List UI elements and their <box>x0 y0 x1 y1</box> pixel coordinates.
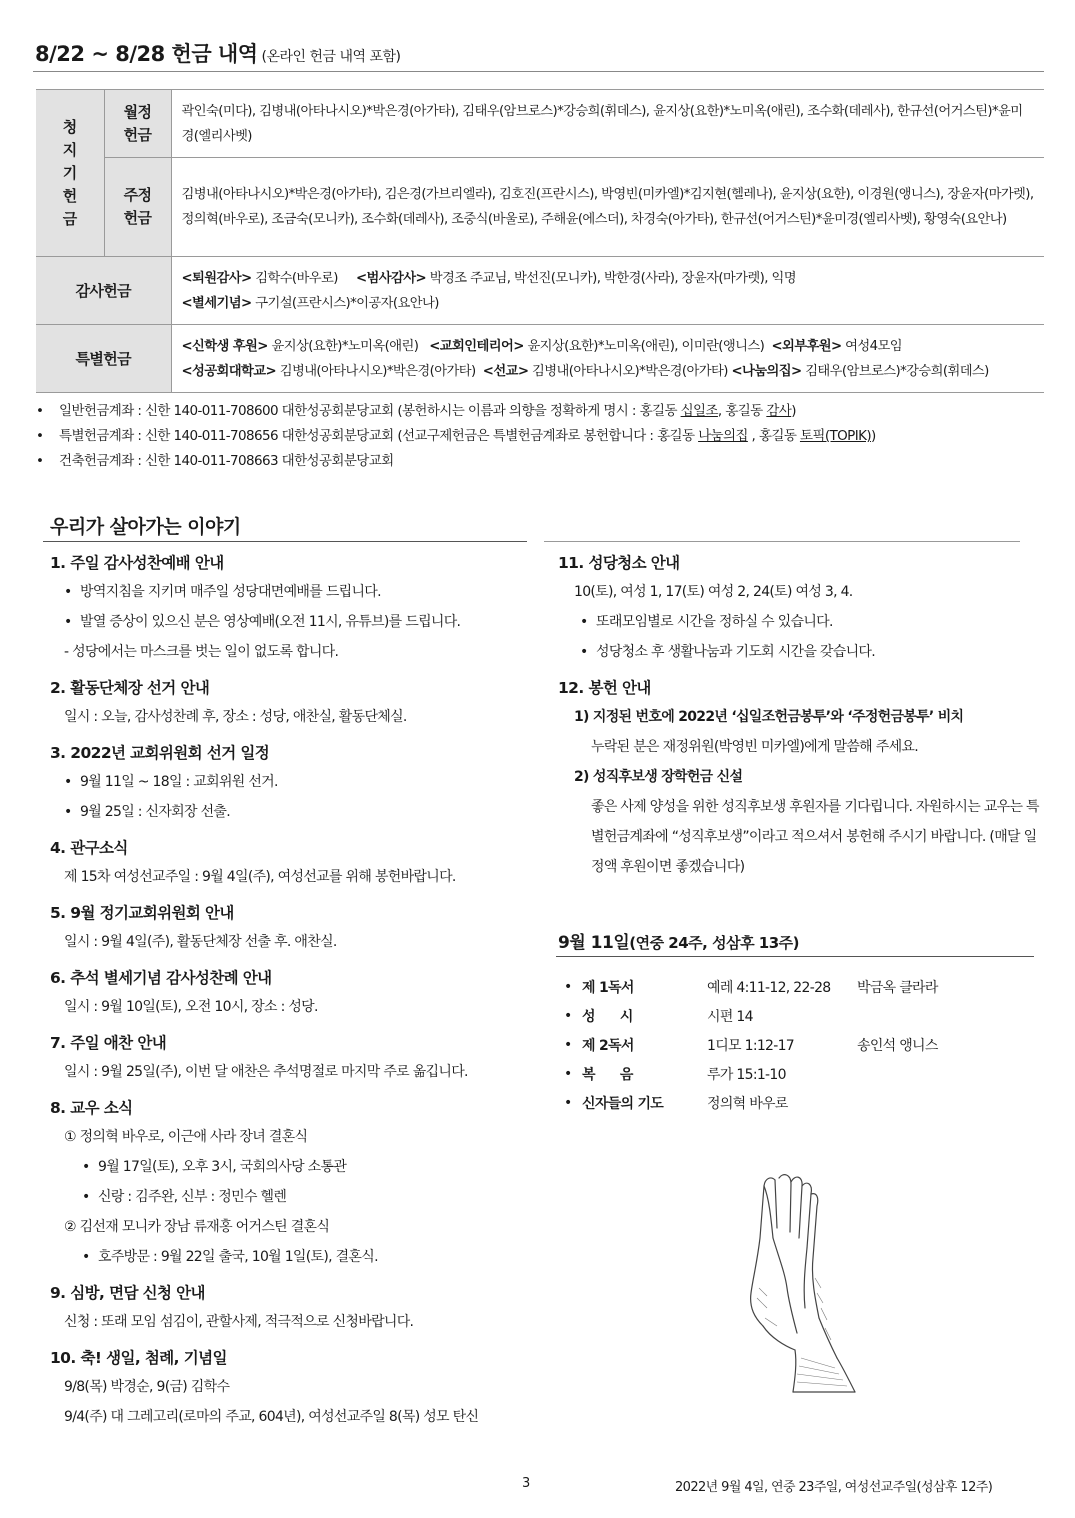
footer-info: 2022년 9월 4일, 연중 23주일, 여성선교주일(성삼후 12주) <box>675 1480 993 1495</box>
offering-table <box>36 89 1044 393</box>
news-item: 10. 축! 생일, 첨례, 기념일 9/8(목) 박경순, 9(금) 김학수 9/4(주) 대 그레고리(로마의 주교, 604년), 여성선교주일 8(목) 성모 탄신 <box>50 1345 530 1432</box>
reading-row: • 복 음 루가 15:1-10 <box>564 1065 786 1083</box>
news-title: 8. 교우 소식 <box>50 1099 133 1117</box>
news-item: 12. 봉헌 안내 1) 지정된 번호에 2022년 ‘십일조헌금봉투’와 ‘주정헌금봉투’ 비치 누락된 분은 재정위원(박영빈 미카엘)에게 말씀해 주세요. 2) 성직후보생 장학헌금 신설 좋은 사제 양성을 위한 성직후보생 후원자를 기다립니다. 자원하시는 교우는 특별헌금계좌에 “성직후보생”이라고 적으셔서 봉헌해 주시기 바랍니다. (매달 일정액 후원이면 좋겠습니다) <box>558 675 1048 882</box>
divider <box>43 541 527 542</box>
news-item: 4. 관구소식 제 15차 여성선교주일 : 9월 4일(주), 여성선교를 위해 봉헌바랍니다. <box>50 835 530 892</box>
reading-row: • 신자들의 기도 정의혁 바우로 <box>564 1094 788 1112</box>
news-title: 11. 성당청소 안내 <box>558 554 680 572</box>
news-item: 6. 추석 별세기념 감사성찬례 안내 일시 : 9월 10일(토), 오전 10시, 장소 : 성당. <box>50 965 530 1022</box>
news-right-column <box>558 550 1048 882</box>
special-offering-header: 특별헌금 <box>36 325 171 393</box>
news-title: 2. 활동단체장 선거 안내 <box>50 679 210 697</box>
divider <box>556 956 1034 957</box>
thanks-offering-header: 감사헌금 <box>36 257 171 325</box>
news-item: 5. 9월 정기교회위원회 안내 일시 : 9월 4일(주), 활동단체장 선출 후. 애찬실. <box>50 900 530 957</box>
monthly-offering-header: 월정헌금 <box>104 90 171 158</box>
news-item: 11. 성당청소 안내 10(토), 여성 1, 17(토) 여성 2, 24(토) 여성 3, 4. • 또래모임별로 시간을 정하실 수 있습니다. • 성당청소 후 생활나눔과 기도회 시간을 갖습니다. <box>558 550 1048 667</box>
news-title: 1. 주일 감사성찬예배 안내 <box>50 554 224 572</box>
weekly-offering-names: 김병내(아타나시오)*박은경(아가타), 김은경(가브리엘라), 김호진(프란시스), 박영빈(미카엘)*김지현(헬레나), 윤지상(요한), 이경원(앵니스), 장윤자(마가렛), 정의혁(바우로), 조금숙(모니카), 조수화(데레사), 조중식(바울로), 주해윤(에스더), 차경숙(아가타), 한규선(어거스틴)*윤미경(엘리사벳), 황영숙(요안나) <box>171 158 1044 257</box>
news-item: 2. 활동단체장 선거 안내 일시 : 오늘, 감사성찬례 후, 장소 : 성당, 애찬실, 활동단체실. <box>50 675 530 732</box>
sunday-title: 9월 11일(연중 24주, 성삼후 13주) <box>558 933 800 953</box>
reading-row: • 제 1독서 예레 4:11-12, 22-28 박금옥 클라라 <box>564 978 938 996</box>
page-subtitle: (온라인 헌금 내역 포함) <box>261 49 401 65</box>
page-number: 3 <box>522 1476 531 1491</box>
news-item: 8. 교우 소식 ① 정의혁 바우로, 이근애 사라 장녀 결혼식 • 9월 17일(토), 오후 3시, 국회의사당 소통관 • 신랑 : 김주완, 신부 : 정민수 헬렌 ② 김선재 모니카 장남 류재홍 어거스틴 결혼식 • 호주방문 : 9월 22일 출국, 10월 1일(토), 결혼식. <box>50 1095 530 1272</box>
divider <box>33 71 1044 72</box>
praying-hands-illustration <box>735 1168 865 1400</box>
thanks-offering-names: <퇴원감사> 김학수(바우로) <범사감사> 박경조 주교님, 박선진(모니카), 박한경(사라), 장윤자(마가렛), 익명 <별세기념> 구기설(프란시스)*이공자(요안나) <box>171 257 1044 325</box>
weekly-offering-header: 주정헌금 <box>104 158 171 257</box>
reading-row: • 제 2독서 1디모 1:12-17 송인석 앵니스 <box>564 1036 938 1054</box>
news-title: 10. 축! 생일, 첨례, 기념일 <box>50 1349 227 1367</box>
news-title: 5. 9월 정기교회위원회 안내 <box>50 904 234 922</box>
reading-row: • 성 시 시편 14 <box>564 1007 753 1025</box>
news-item: 9. 심방, 면담 신청 안내 신청 : 또래 모임 섬김이, 관할사제, 적극적으로 신청바랍니다. <box>50 1280 530 1337</box>
general-account: • 일반헌금계좌 : 신한 140-011-708600 대한성공회분당교회 (봉헌하시는 이름과 의향을 정확하게 명시 : 홍길동 십일조, 홍길동 감사) <box>36 403 796 419</box>
news-item: 3. 2022년 교회위원회 선거 일정 • 9월 11일 ~ 18일 : 교회위원 선거. • 9월 25일 : 신자회장 선출. <box>50 740 530 827</box>
news-left-column <box>50 550 530 1432</box>
news-title: 7. 주일 애찬 안내 <box>50 1034 167 1052</box>
building-account: • 건축헌금계좌 : 신한 140-011-708663 대한성공회분당교회 <box>36 453 394 469</box>
section-title: 우리가 살아가는 이야기 <box>50 516 241 538</box>
special-offering-names: <신학생 후원> 윤지상(요한)*노미옥(애린) <교회인테리어> 윤지상(요한)*노미옥(애린), 이미란(앵니스) <외부후원> 여성4모임 <성공회대학교> 김병내(아타나시오)*박은경(아가타) <선교> 김병내(아타나시오)*박은경(아가타) <나눔의집> 김태우(암브로스)*강승희(휘데스) <box>171 325 1044 393</box>
news-title: 3. 2022년 교회위원회 선거 일정 <box>50 744 270 762</box>
readings-table <box>564 972 938 1117</box>
monthly-offering-names: 곽인숙(미다), 김병내(아타나시오)*박은경(아가타), 김태우(암브로스)*강승희(휘데스), 윤지상(요한)*노미옥(애린), 조수화(데레사), 한규선(어거스틴)*윤미경(엘리사벳) <box>171 90 1044 158</box>
page-title: 8/22 ~ 8/28 헌금 내역 (온라인 헌금 내역 포함) <box>35 42 401 66</box>
regular-offering-header: 청지기헌금 <box>36 90 104 257</box>
news-title: 6. 추석 별세기념 감사성찬례 안내 <box>50 969 272 987</box>
news-title: 9. 심방, 면담 신청 안내 <box>50 1284 205 1302</box>
news-item: 1. 주일 감사성찬예배 안내 • 방역지침을 지키며 매주일 성당대면예배를 드립니다. • 발열 증상이 있으신 분은 영상예배(오전 11시, 유튜브)를 드립니다. - 성당에서는 마스크를 벗는 일이 없도록 합니다. <box>50 550 530 667</box>
account-list <box>36 399 1046 474</box>
divider <box>544 541 1020 542</box>
news-title: 12. 봉헌 안내 <box>558 679 651 697</box>
news-item: 7. 주일 애찬 안내 일시 : 9월 25일(주), 이번 달 애찬은 추석명절로 마지막 주로 옮깁니다. <box>50 1030 530 1087</box>
news-title: 4. 관구소식 <box>50 839 128 857</box>
special-account: • 특별헌금계좌 : 신한 140-011-708656 대한성공회분당교회 (선교구제헌금은 특별헌금계좌로 봉헌합니다 : 홍길동 나눔의집 , 홍길동 토픽(TOPIK)) <box>36 428 876 444</box>
